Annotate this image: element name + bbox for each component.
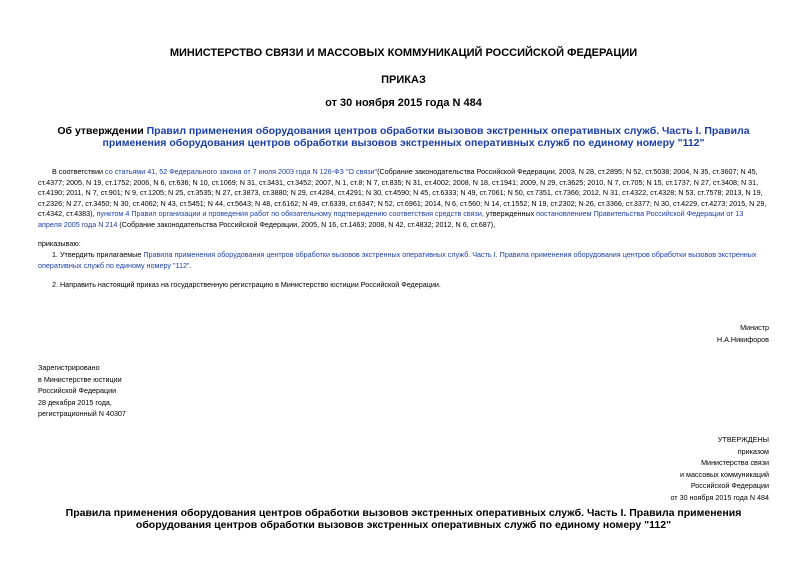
government-decree-214-link[interactable]: постановлением Правительства Российской Федерации от 13 апреля 2005 года N 214: [38, 209, 744, 229]
order-title-prefix: Об утверждении: [57, 125, 147, 137]
approval-block: [670, 434, 769, 503]
registration-line: в Министерстве юстиции: [38, 374, 122, 384]
rules-point-4-link[interactable]: пунктом 4 Правил организации и проведения работ по обязательному подтверждению соответствия средств связи: [96, 209, 482, 218]
signature-block: [717, 322, 769, 345]
ministry-heading: МИНИСТЕРСТВО СВЯЗИ И МАССОВЫХ КОММУНИКАЦИЙ РОССИЙСКОЙ ФЕДЕРАЦИИ: [169, 47, 638, 59]
law-126-fz-link[interactable]: со статьями 41, 52 Федерального закона от 7 июля 2003 года N 126-ФЗ "О связи": [105, 167, 378, 176]
registration-line: регистрационный N 40307: [38, 409, 126, 418]
approval-line: и массовых коммуникаций: [679, 469, 769, 479]
order-item-1-end: .: [189, 260, 192, 270]
registration-line: 28 декабря 2015 года,: [38, 397, 112, 407]
preamble-paragraph: [38, 167, 769, 230]
approval-line: Министерства связи: [701, 458, 769, 467]
doc-type-heading: ПРИКАЗ: [381, 74, 426, 86]
preamble-text-3: , утвержденных: [481, 209, 537, 218]
order-item-1-rules-link[interactable]: Правила применения оборудования центров обработки вызовов экстренных оперативных служб. Часть I. Правила применения оборудования центров обработки вызовов экстренных оперативных служб по единому номеру "112": [38, 250, 757, 270]
preamble-text-1: В соответствии: [52, 167, 106, 176]
approval-line: Российской Федерации: [690, 481, 769, 490]
doc-date-number: от 30 ноября 2015 года N 484: [325, 97, 482, 109]
order-item-1: [38, 250, 769, 271]
registration-line: Зарегистрировано: [38, 363, 100, 372]
order-title-link[interactable]: Правил применения оборудования центров обработки вызовов экстренных оперативных служб. Часть I. Правила применения оборудования центров обработки вызовов экстренных оперативных служб по единому номеру "112": [102, 125, 750, 149]
approval-line: УТВЕРЖДЕНЫ: [717, 435, 769, 444]
order-title: [38, 125, 769, 149]
rules-title: Правила применения оборудования центров обработки вызовов экстренных оперативных служб. Часть I. Правила применения оборудования центров обработки вызовов экстренных оперативных служб по единому номеру "112": [65, 507, 742, 531]
prikazyvayu-label: приказываю:: [38, 239, 81, 248]
preamble-text-4: (Собрание законодательства Российской Федерации, 2005, N 16, ст.1463; 2008, N 42, ст.4832; 2012, N 6, ст.687),: [117, 219, 496, 229]
order-item-1-text: 1. Утвердить прилагаемые: [52, 250, 144, 259]
approval-line: от 30 ноября 2015 года N 484: [670, 492, 769, 502]
preamble-text-2: (Собрание законодательства Российской Федерации, 2003, N 28, ст.2895; N 52, ст.5038; 2004, N 35, ст.3607; N 45, ст.4377; 2005, N 19, ст.1752; 2006, N 6, ст.636; N 10, ст.1069; N 31, ст.3431, ст.3452; 2007, N 1, ст.8; N 7, ст.835; N 31, ст.4002; 2008, N 18, ст.1941; 2009, N 29, ст.3625; 2010, N 7, ст.705; N 15, ст.1737; N 27, ст.3408; N 31, ст.4190; 2011, N 7, ст.901; N 9, ст.1205; N 25, ст.3535; N 27, ст.3873, ст.3880; N 29, ст.4284, ст.4291; N 30, ст.4590; N 45, ст.6333; N 49, ст.7061; N 50, ст.7351, ст.7366; 2012, N 31, ст.4322, ст.4328; N 53, ст.7578; 2013, N 19, ст.2326; N 27, ст.3450; N 30, ст.4062; N 43, ст.5451; N 44, ст.5643; N 48, ст.6162; N 49, ст.6339, ст.6347; N 52, ст.6961; 2014, N 6, ст.560; N 14, ст.1552; N 19, ст.2302; N 26, ст.3366, ст.3377; N 30, ст.4229, ст.4273; 2015, N 29, ст.4342, ст.4383),: [38, 167, 767, 218]
approval-line: приказом: [737, 446, 769, 456]
order-item-2: 2. Направить настоящий приказ на государственную регистрацию в Министерство юстиции Российской Федерации.: [52, 280, 441, 289]
registration-block: [38, 362, 126, 420]
signature-name: Н.А.Никифоров: [716, 334, 769, 344]
signature-role: Министр: [740, 323, 769, 332]
registration-line: Российской Федерации: [38, 386, 117, 395]
